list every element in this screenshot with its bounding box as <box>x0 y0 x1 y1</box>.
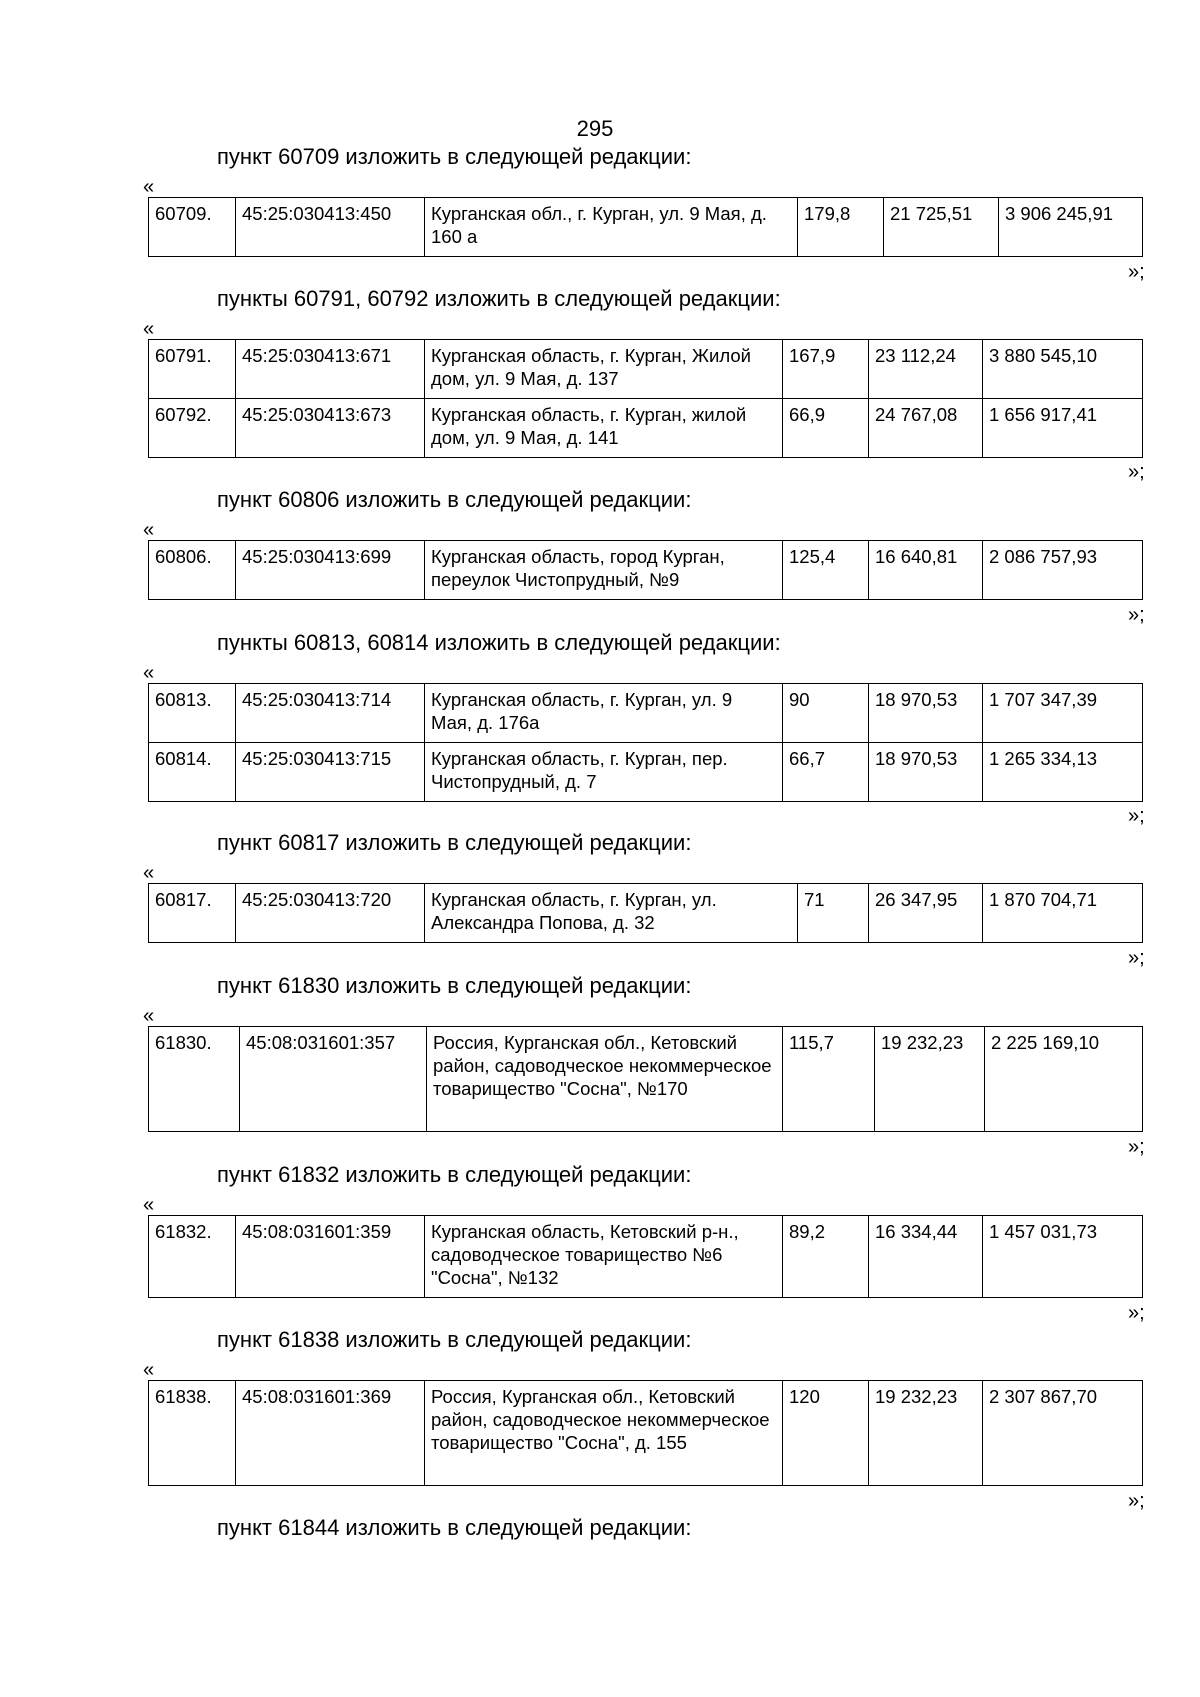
open-quote: « <box>143 318 155 340</box>
item-number-cell: 60792. <box>149 399 236 458</box>
address-cell: Россия, Курганская обл., Кетовский район, садоводческое некоммерческое товарищество "Сосна", №170 <box>427 1027 783 1132</box>
record-table <box>148 339 1143 458</box>
page-number: 295 <box>576 116 614 141</box>
open-quote: « <box>143 1194 155 1216</box>
unit-value-cell: 19 232,23 <box>875 1027 985 1132</box>
close-quote: »; <box>1128 604 1145 626</box>
address-cell: Курганская область, г. Курган, пер. Чистопрудный, д. 7 <box>425 743 783 802</box>
area-cell: 179,8 <box>798 198 884 257</box>
item-number-cell: 61832. <box>149 1216 236 1298</box>
cadastral-number-cell: 45:25:030413:450 <box>236 198 425 257</box>
cadastral-number-cell: 45:25:030413:699 <box>236 541 425 600</box>
section-heading: пункт 60806 изложить в следующей редакции: <box>217 487 692 512</box>
open-quote: « <box>143 1359 155 1381</box>
item-number-cell: 60709. <box>149 198 236 257</box>
area-cell: 125,4 <box>783 541 869 600</box>
unit-value-cell: 16 640,81 <box>869 541 983 600</box>
item-number-cell: 60813. <box>149 684 236 743</box>
section-heading: пункт 61832 изложить в следующей редакции: <box>217 1162 692 1187</box>
address-cell: Курганская область, г. Курган, ул. Александра Попова, д. 32 <box>425 884 798 943</box>
cadastral-value-cell: 1 457 031,73 <box>983 1216 1143 1298</box>
cadastral-number-cell: 45:25:030413:720 <box>236 884 425 943</box>
address-cell: Россия, Курганская обл., Кетовский район, садоводческое некоммерческое товарищество "Сосна", д. 155 <box>425 1381 783 1486</box>
address-cell: Курганская область, г. Курган, ул. 9 Мая, д. 176а <box>425 684 783 743</box>
area-cell: 90 <box>783 684 869 743</box>
cadastral-number-cell: 45:25:030413:715 <box>236 743 425 802</box>
address-cell: Курганская область, г. Курган, жилой дом, ул. 9 Мая, д. 141 <box>425 399 783 458</box>
table-row <box>149 1027 1143 1132</box>
section-heading: пункты 60791, 60792 изложить в следующей редакции: <box>217 286 781 311</box>
cadastral-number-cell: 45:25:030413:673 <box>236 399 425 458</box>
record-table <box>148 540 1143 600</box>
unit-value-cell: 19 232,23 <box>869 1381 983 1486</box>
address-cell: Курганская область, Кетовский р-н., садоводческое товарищество №6 "Сосна", №132 <box>425 1216 783 1298</box>
table-row <box>149 198 1143 257</box>
cadastral-number-cell: 45:08:031601:369 <box>236 1381 425 1486</box>
section-heading: пункт 60709 изложить в следующей редакции: <box>217 144 692 169</box>
section-heading: пункты 60813, 60814 изложить в следующей редакции: <box>217 630 781 655</box>
address-cell: Курганская обл., г. Курган, ул. 9 Мая, д. 160 а <box>425 198 798 257</box>
item-number-cell: 60817. <box>149 884 236 943</box>
close-quote: »; <box>1128 1490 1145 1512</box>
cadastral-number-cell: 45:08:031601:357 <box>240 1027 427 1132</box>
item-number-cell: 61838. <box>149 1381 236 1486</box>
section-heading: пункт 61844 изложить в следующей редакции: <box>217 1515 692 1540</box>
close-quote: »; <box>1128 1302 1145 1324</box>
cadastral-value-cell: 2 225 169,10 <box>985 1027 1143 1132</box>
address-cell: Курганская область, г. Курган, Жилой дом, ул. 9 Мая, д. 137 <box>425 340 783 399</box>
unit-value-cell: 16 334,44 <box>869 1216 983 1298</box>
record-table <box>148 883 1143 943</box>
table-row <box>149 684 1143 743</box>
close-quote: »; <box>1128 461 1145 483</box>
close-quote: »; <box>1128 947 1145 969</box>
item-number-cell: 60806. <box>149 541 236 600</box>
open-quote: « <box>143 862 155 884</box>
area-cell: 115,7 <box>783 1027 875 1132</box>
area-cell: 71 <box>798 884 869 943</box>
unit-value-cell: 21 725,51 <box>884 198 999 257</box>
open-quote: « <box>143 662 155 684</box>
cadastral-value-cell: 2 307 867,70 <box>983 1381 1143 1486</box>
area-cell: 89,2 <box>783 1216 869 1298</box>
address-cell: Курганская область, город Курган, переулок Чистопрудный, №9 <box>425 541 783 600</box>
table-row <box>149 541 1143 600</box>
item-number-cell: 60791. <box>149 340 236 399</box>
unit-value-cell: 24 767,08 <box>869 399 983 458</box>
cadastral-value-cell: 3 880 545,10 <box>983 340 1143 399</box>
cadastral-number-cell: 45:25:030413:671 <box>236 340 425 399</box>
area-cell: 66,9 <box>783 399 869 458</box>
open-quote: « <box>143 519 155 541</box>
cadastral-value-cell: 1 656 917,41 <box>983 399 1143 458</box>
open-quote: « <box>143 1005 155 1027</box>
cadastral-value-cell: 3 906 245,91 <box>999 198 1143 257</box>
cadastral-number-cell: 45:25:030413:714 <box>236 684 425 743</box>
section-heading: пункт 61838 изложить в следующей редакции: <box>217 1327 692 1352</box>
table-row <box>149 1216 1143 1298</box>
cadastral-value-cell: 1 265 334,13 <box>983 743 1143 802</box>
table-row <box>149 884 1143 943</box>
item-number-cell: 61830. <box>149 1027 240 1132</box>
close-quote: »; <box>1128 261 1145 283</box>
table-row <box>149 1381 1143 1486</box>
unit-value-cell: 18 970,53 <box>869 743 983 802</box>
cadastral-number-cell: 45:08:031601:359 <box>236 1216 425 1298</box>
record-table <box>148 197 1143 257</box>
cadastral-value-cell: 2 086 757,93 <box>983 541 1143 600</box>
close-quote: »; <box>1128 805 1145 827</box>
table-row <box>149 340 1143 399</box>
item-number-cell: 60814. <box>149 743 236 802</box>
record-table <box>148 1380 1143 1486</box>
cadastral-value-cell: 1 707 347,39 <box>983 684 1143 743</box>
unit-value-cell: 23 112,24 <box>869 340 983 399</box>
area-cell: 66,7 <box>783 743 869 802</box>
record-table <box>148 1026 1143 1132</box>
table-row <box>149 743 1143 802</box>
area-cell: 120 <box>783 1381 869 1486</box>
unit-value-cell: 26 347,95 <box>869 884 983 943</box>
open-quote: « <box>143 176 155 198</box>
unit-value-cell: 18 970,53 <box>869 684 983 743</box>
table-row <box>149 399 1143 458</box>
record-table <box>148 1215 1143 1298</box>
cadastral-value-cell: 1 870 704,71 <box>983 884 1143 943</box>
section-heading: пункт 61830 изложить в следующей редакции: <box>217 973 692 998</box>
area-cell: 167,9 <box>783 340 869 399</box>
record-table <box>148 683 1143 802</box>
section-heading: пункт 60817 изложить в следующей редакции: <box>217 830 692 855</box>
close-quote: »; <box>1128 1136 1145 1158</box>
